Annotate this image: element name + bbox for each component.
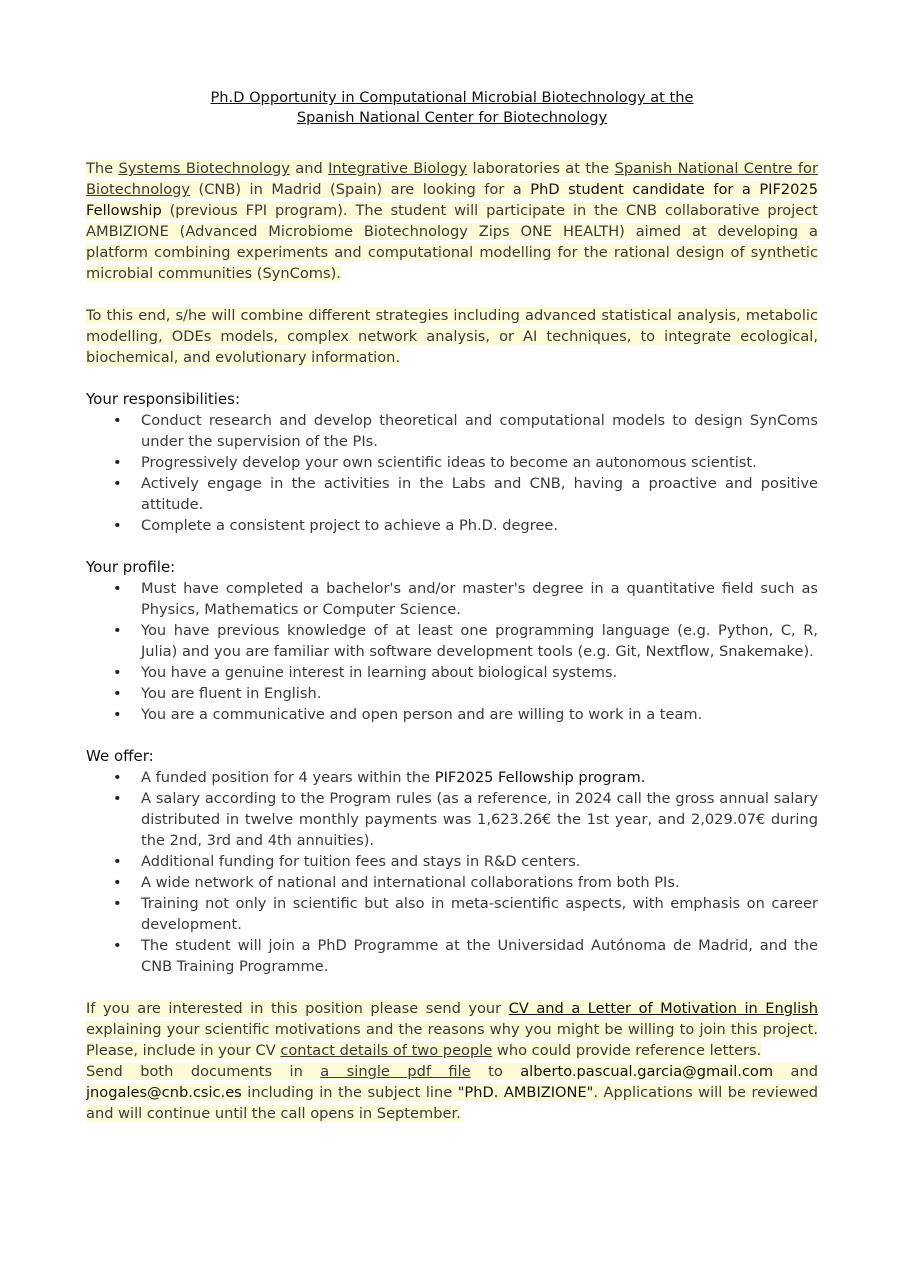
title-line-1: Ph.D Opportunity in Computational Microbial Biotechnology at the bbox=[210, 89, 694, 106]
profile-list bbox=[86, 578, 818, 725]
title-line-2: Spanish National Center for Biotechnology bbox=[296, 109, 608, 126]
page-title bbox=[86, 88, 818, 128]
bullet-icon: • bbox=[113, 580, 122, 597]
list-item: • The student will join a PhD Programme at the Universidad Autónoma de Madrid, and the CNB Training Programme. bbox=[113, 937, 818, 975]
bullet-icon: • bbox=[113, 454, 122, 471]
list-item: • Must have completed a bachelor's and/or master's degree in a quantitative field such as Physics, Mathematics or Computer Science. bbox=[113, 580, 818, 618]
offer-heading: We offer: bbox=[86, 747, 154, 765]
link-integrative-biology[interactable]: Integrative Biology bbox=[328, 160, 468, 177]
bullet-icon: • bbox=[113, 412, 122, 429]
bullet-icon: • bbox=[113, 769, 122, 786]
bullet-icon: • bbox=[113, 685, 122, 702]
list-item: • A funded position for 4 years within the PIF2025 Fellowship program. bbox=[113, 769, 646, 786]
bullet-icon: • bbox=[113, 475, 122, 492]
list-item: • You have previous knowledge of at least one programming language (e.g. Python, C, R, Julia) and you are familiar with software development tools (e.g. Git, Nextflow, Snakemake). bbox=[113, 622, 818, 660]
bullet-icon: • bbox=[113, 622, 122, 639]
list-item: • You have a genuine interest in learning about biological systems. bbox=[113, 664, 618, 681]
list-item: • Actively engage in the activities in the Labs and CNB, having a proactive and positive attitude. bbox=[113, 475, 818, 513]
fellowship-highlight: PIF2025 Fellowship program. bbox=[434, 769, 646, 786]
offer-list bbox=[86, 767, 818, 977]
intro-paragraph-1: The Systems Biotechnology and Integrative Biology laboratories at the Spanish National Centre for Biotechnology (CNB) in Madrid (Spain) are looking for a PhD student candidate for a PIF2025 Fellowship (previous FPI program). The student will participate in the CNB collaborative project AMBIZIONE (Advanced Microbiome Biotechnology Zips ONE HEALTH) aimed at developing a platform combining experiments and computational modelling for the rational design of synthetic microbial communities (SynComs). bbox=[86, 160, 818, 282]
bullet-icon: • bbox=[113, 790, 122, 807]
list-item: • Complete a consistent project to achieve a Ph.D. degree. bbox=[113, 517, 558, 534]
link-cnb[interactable]: Spanish National Centre for Biotechnology bbox=[86, 160, 818, 198]
list-item: • You are a communicative and open person and are willing to work in a team. bbox=[113, 706, 703, 723]
list-item: • You are fluent in English. bbox=[113, 685, 322, 702]
link-systems-biotechnology[interactable]: Systems Biotechnology bbox=[118, 160, 290, 177]
bullet-icon: • bbox=[113, 517, 122, 534]
responsibilities-list bbox=[86, 410, 818, 536]
email-alberto[interactable]: alberto.pascual.garcia@gmail.com bbox=[520, 1063, 774, 1080]
responsibilities-heading: Your responsibilities: bbox=[86, 390, 241, 408]
list-item: • Conduct research and develop theoretical and computational models to design SynComs under the supervision of the PIs. bbox=[113, 412, 818, 450]
link-cv-letter[interactable]: CV and a Letter of Motivation in English bbox=[508, 1000, 818, 1017]
list-item: • Training not only in scientific but also in meta-scientific aspects, with emphasis on career development. bbox=[113, 895, 818, 933]
subject-line: "PhD. AMBIZIONE" bbox=[457, 1084, 594, 1101]
position-highlight: PhD student candidate for a PIF2025 Fellowship bbox=[86, 181, 818, 219]
bullet-icon: • bbox=[113, 706, 122, 723]
list-item: • Additional funding for tuition fees and stays in R&D centers. bbox=[113, 853, 581, 870]
profile-heading: Your profile: bbox=[86, 558, 176, 576]
bullet-icon: • bbox=[113, 937, 122, 954]
intro-paragraph-2: To this end, s/he will combine different strategies including advanced statistical analysis, metabolic modelling, ODEs models, complex network analysis, or AI techniques, to integrate ecological, biochemical, and evolutionary information. bbox=[86, 307, 818, 366]
contact-paragraph: If you are interested in this position please send your CV and a Letter of Motivation in English explaining your scientific motivations and the reasons why you might be willing to join this project. Please, include in your CV contact details of two people who could provide reference letters. Send both documents in a single pdf file to alberto.pascual.garcia@gmail.com and jnogales@cnb.csic.es including in the subject line "PhD. AMBIZIONE". Applications will be reviewed and will continue until the call opens in September. bbox=[86, 1000, 819, 1122]
link-single-pdf[interactable]: a single pdf file bbox=[320, 1063, 471, 1080]
list-item: • A wide network of national and international collaborations from both PIs. bbox=[113, 874, 680, 891]
document-page bbox=[86, 88, 818, 1124]
bullet-icon: • bbox=[113, 664, 122, 681]
list-item: • Progressively develop your own scientific ideas to become an autonomous scientist. bbox=[113, 454, 757, 471]
link-reference-contacts[interactable]: contact details of two people bbox=[280, 1042, 493, 1059]
bullet-icon: • bbox=[113, 874, 122, 891]
bullet-icon: • bbox=[113, 853, 122, 870]
email-jnogales[interactable]: jnogales@cnb.csic.es bbox=[86, 1084, 242, 1101]
list-item: • A salary according to the Program rules (as a reference, in 2024 call the gross annual salary distributed in twelve monthly payments was 1,623.26€ the 1st year, and 2,029.07€ during the 2nd, 3rd and 4th annuities). bbox=[113, 790, 818, 849]
bullet-icon: • bbox=[113, 895, 122, 912]
